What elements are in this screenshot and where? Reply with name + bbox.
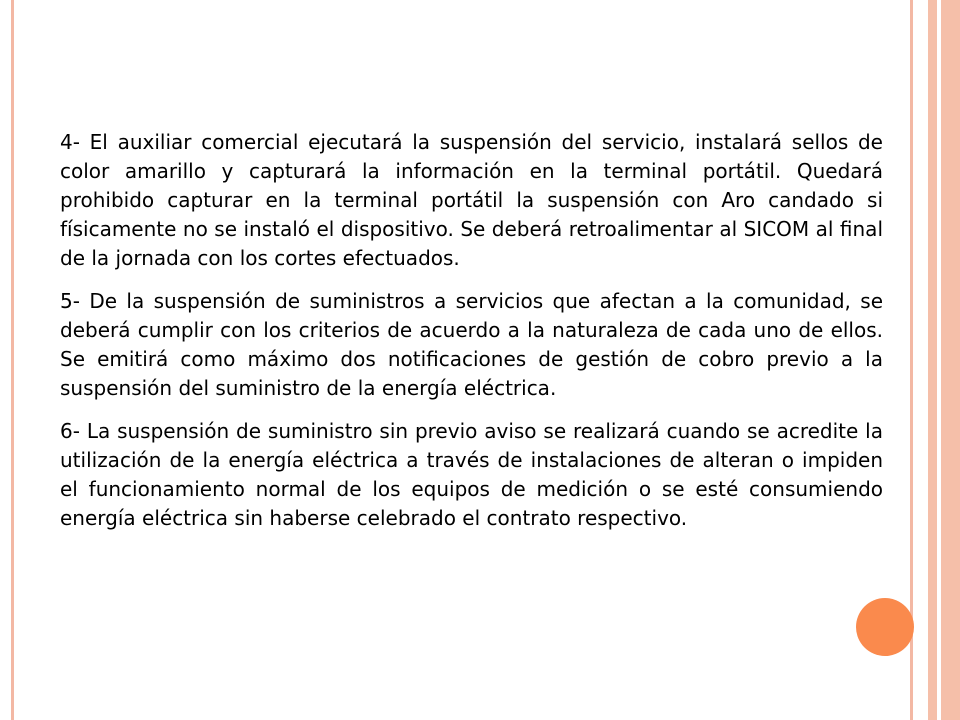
stripe-accent-1 <box>928 0 937 720</box>
paragraph-5: 5- De la suspensión de suministros a servicios que afectan a la comunidad, se deberá cumplir con los criterios de acuerdo a la naturaleza de cada uno de ellos. Se emitirá como máximo dos notificaciones de gestión de cobro previo a la suspensión del suministro de la energía eléctrica. <box>60 289 883 400</box>
paragraph-4: 4- El auxiliar comercial ejecutará la suspensión del servicio, instalará sellos de color amarillo y capturará la información en la terminal portátil. Quedará prohibido capturar en la terminal portátil la suspensión con Aro candado si físicamente no se instaló el dispositivo. Se deberá retroalimentar al SICOM al final de la jornada con los cortes efectuados. <box>60 130 883 270</box>
paragraph-6: 6- La suspensión de suministro sin previo aviso se realizará cuando se acredite la utilización de la energía eléctrica a través de instalaciones de alteran o impiden el funcionamiento normal de los equipos de medición o se esté consumiendo energía eléctrica sin haberse celebrado el contrato respectivo. <box>60 419 883 530</box>
side-decoration-stripes <box>922 0 960 720</box>
decorative-orange-circle <box>856 598 914 656</box>
stripe-accent-2 <box>941 0 960 720</box>
slide-body <box>60 128 883 547</box>
